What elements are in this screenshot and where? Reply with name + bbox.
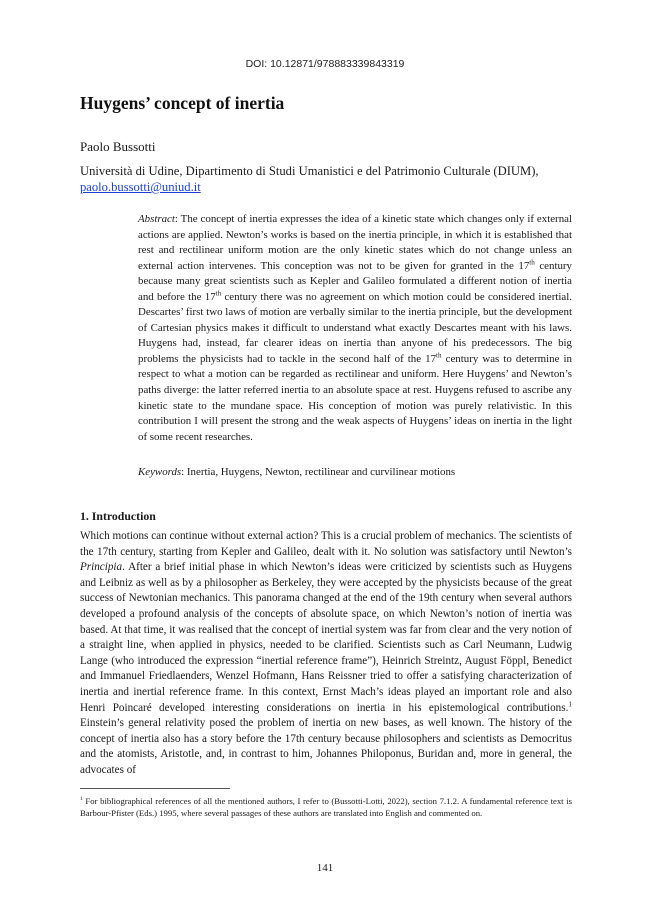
principia-title: Principia	[80, 561, 123, 574]
superscript-th: th	[215, 289, 222, 298]
page-number: 141	[316, 862, 334, 874]
superscript-th: th	[436, 351, 442, 360]
author-name: Paolo Bussotti	[80, 139, 156, 154]
footnote-text: For bibliographical references of all the mentioned authors, I refer to (Bussotti-Lotti, 2022), section 7.1.2. A fundamental reference text is Barbour-Pfister (Eds.) 1995, where several passages of these authors are translated into English and commented on.	[80, 796, 572, 819]
footnote-divider	[80, 788, 230, 789]
abstract-text-3: century there was no agreement on which motion could be considered inertial. Descartes’ first two laws of motion are verbally similar to the inertia principle, but the development of Cartesian physics makes it difficult to understand what exactly Descartes meant with his laws. Huygens had, instead, far clearer ideas on inertia than anyone of his predecessors. The big problems the physicists had to tackle in the second half of the 17	[138, 290, 572, 365]
doi-header: DOI: 10.12871/978883339843319	[245, 58, 405, 70]
introduction-paragraph	[80, 529, 572, 779]
intro-text-3: Einstein’s general relativity posed the problem of inertia on new bases, as well known. The history of the concept of inertia also has a story before the 17th century because philosophers and scientists as Democritus and the atomists, Aristotle, and, in contrast to him, Johannes Philoponus, Buridan and, more in general, the advocates of	[80, 717, 572, 776]
keywords-text: : Inertia, Huygens, Newton, rectilinear and curvilinear motions	[181, 466, 456, 478]
author-email-link[interactable]: paolo.bussotti@uniud.it	[80, 180, 201, 194]
intro-text-2: . After a brief initial phase in which Newton’s ideas were criticized by scientists such as Huygens and Leibniz as well as by a philosopher as Berkeley, they were accepted by the physicists because of the great success of Newtonian mechanics. This panorama changed at the end of the 19th century when several authors developed a profound analysis of the concepts of absolute space, on which Newton’s notion of inertia was based. At that time, it was realised that the concept of inertial system was far from clear and the very notion of a straight line, when applied in physics, needed to be clarified. Scientists such as Carl Neumann, Ludwig Lange (who introduced the expression “inertial reference frame”), Heinrich Streintz, August Föppl, Benedict and Immanuel Friedlaenders, Wenzel Hofmann, Hans Reissner tried to offer a satisfying characterization of inertia and inertial reference frame. In this context, Ernst Mach’s ideas played an important role and also Henri Poincaré developed interesting considerations on inertia in his epistemological contributions.	[80, 561, 572, 714]
keywords	[138, 465, 572, 480]
intro-text-1: Which motions can continue without external action? This is a crucial problem of mechanics. The scientists of the 17th century, starting from Kepler and Galileo, dealt with it. No solution was satisfactory until Newton’s	[80, 530, 572, 558]
section-heading: 1. Introduction	[80, 509, 156, 523]
abstract-label: Abstract	[138, 213, 175, 225]
abstract-text-2: century because many great scientists such as Kepler and Galileo formulated a different notion of inertia and before the 17	[138, 259, 572, 303]
abstract-text-4: century was to determine in respect to what a motion can be regarded as rectilinear and uniform. Here Huygens’ and Newton’s paths diverge: the latter referred inertia to an absolute space at rest. Huygens refused to ascribe any kinetic state to the mundane space. His conception of motion was purely relativistic. In this contribution I will present the strong and the weak aspects of Huygens’ ideas on inertia in the light of some recent researches.	[138, 352, 572, 443]
author-affiliation	[80, 163, 572, 195]
footnote-reference[interactable]: 1	[568, 699, 572, 708]
abstract	[138, 212, 572, 445]
superscript-th: th	[529, 258, 535, 267]
footnote-mark: 1	[80, 796, 83, 803]
abstract-text-1: : The concept of inertia expresses the idea of a kinetic state which changes only if external actions are applied. Newton’s works is based on the inertia principle, in which it is established that rest and rectilinear uniform motion are the only kinetic states which do not change unless an external action intervenes. This conception was not to be given for granted in the 17	[138, 213, 572, 272]
footnote	[80, 795, 572, 819]
paper-title: Huygens’ concept of inertia	[80, 93, 285, 113]
affiliation-text: Università di Udine, Dipartimento di Studi Umanistici e del Patrimonio Culturale (DIUM),	[80, 164, 539, 178]
keywords-label: Keywords	[138, 466, 182, 478]
